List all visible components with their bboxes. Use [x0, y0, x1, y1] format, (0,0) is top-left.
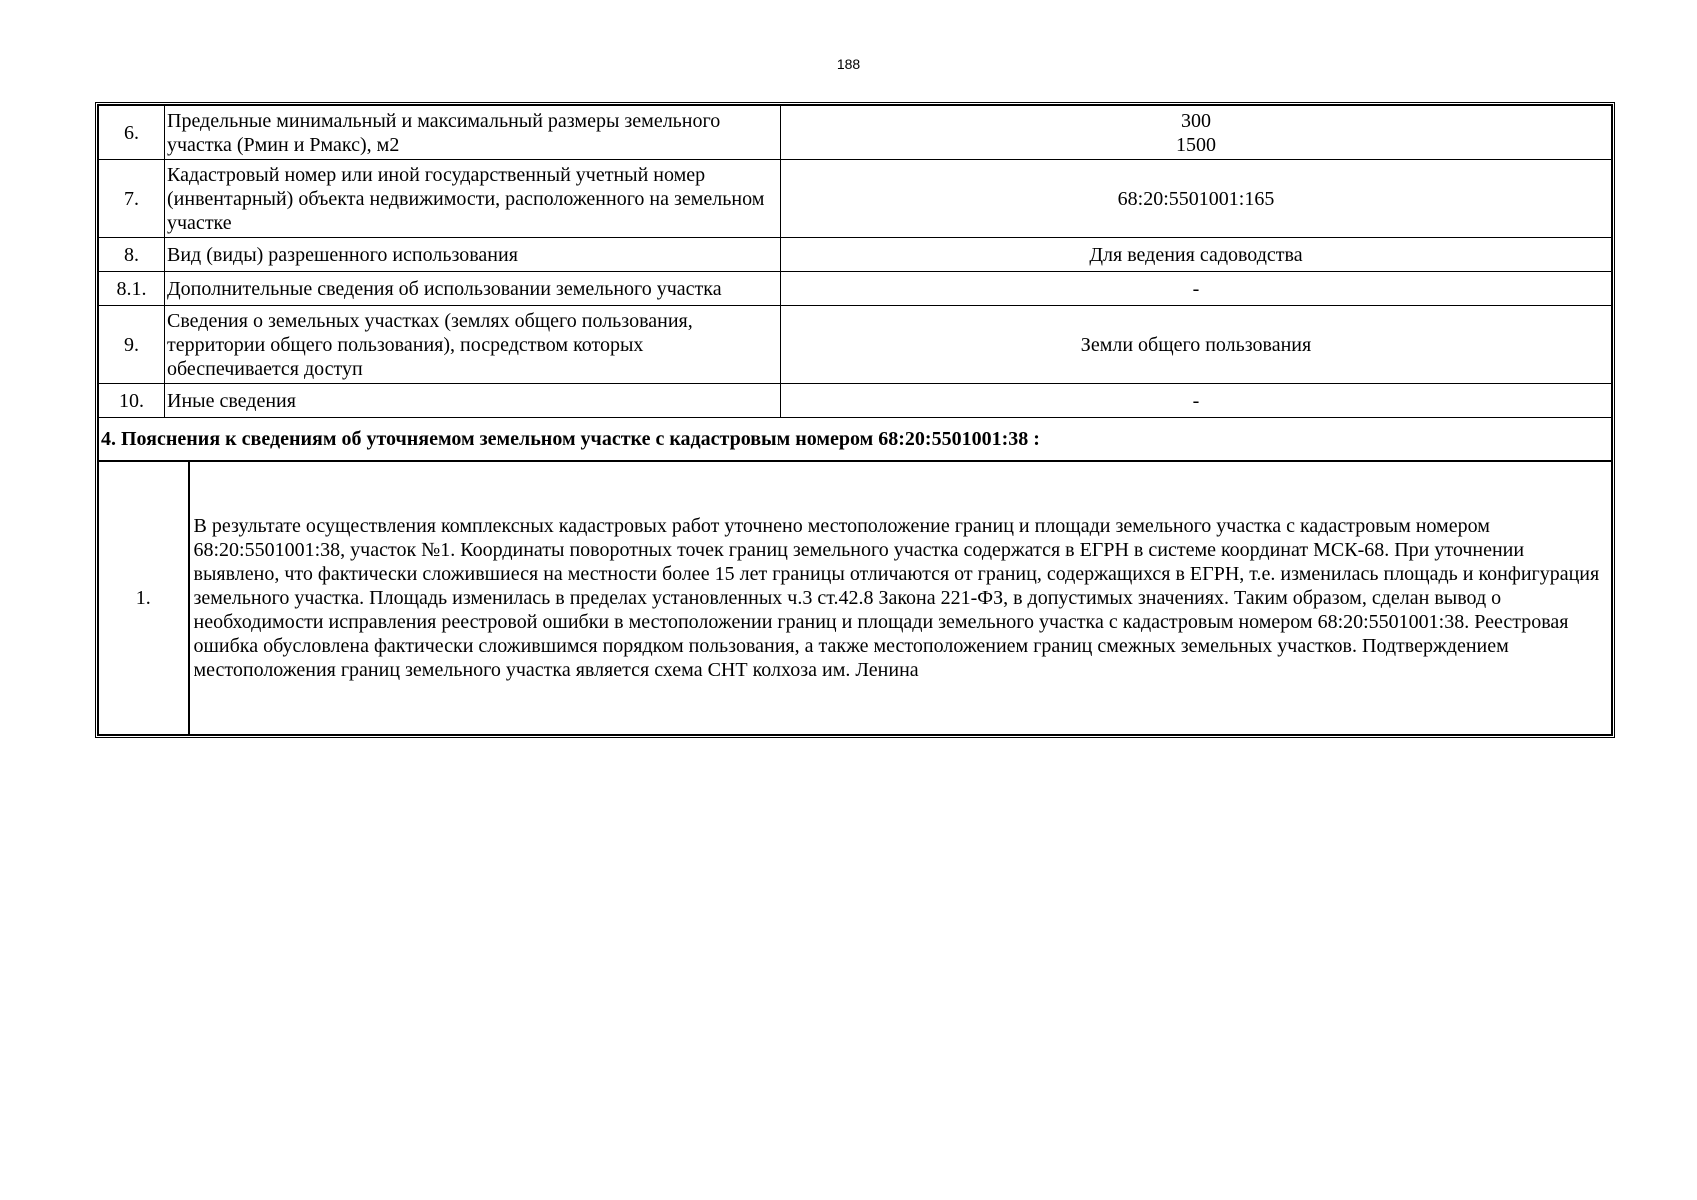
row-value: - — [781, 272, 1612, 306]
row-number: 8. — [99, 238, 165, 272]
explanations-table — [98, 461, 1612, 735]
table-row — [99, 106, 1612, 160]
explanation-text: В результате осуществления комплексных кадастровых работ уточнено местоположение границ и площади земельного участка с кадастровым номером 68:20:5501001:38, участок №1. Координаты поворотных точек границ земельного участка содержатся в ЕГРН в системе координат МСК-68. При уточнении выявлено, что фактически сложившиеся на местности более 15 лет границы отличаются от границ, содержащихся в ЕГРН, т.е. изменилась площадь и конфигурация земельного участка. Площадь изменилась в пределах установленных ч.3 ст.42.8 Закона 221-ФЗ, в допустимых значениях. Таким образом, сделан вывод о необходимости исправления реестровой ошибки в местоположении границ и площади земельного участка с кадастровым номером 68:20:5501001:38. Реестровая ошибка обусловлена фактически сложившимся порядком пользования, а также местоположением границ смежных земельных участков. Подтверждением местоположения границ земельного участка является схема СНТ колхоза им. Ленина — [189, 462, 1612, 735]
row-label: Вид (виды) разрешенного использования — [165, 238, 781, 272]
row-value: Земли общего пользования — [781, 306, 1612, 384]
row-number: 7. — [99, 160, 165, 238]
row-label: Предельные минимальный и максимальный размеры земельного участка (Рмин и Рмакс), м2 — [165, 106, 781, 160]
min-size-value: 300 — [1181, 109, 1211, 132]
table-row — [99, 160, 1612, 238]
page-number: 188 — [836, 56, 861, 72]
table-row — [99, 384, 1612, 418]
explanation-number: 1. — [99, 462, 189, 735]
section-title: 4. Пояснения к сведениям об уточняемом земельном участке с кадастровым номером 68:20:5501001:38 : — [99, 418, 1612, 461]
row-label: Сведения о земельных участках (землях общего пользования, территории общего пользования), посредством которых обеспечивается доступ — [165, 306, 781, 384]
table-row — [99, 238, 1612, 272]
table-row — [99, 272, 1612, 306]
details-table — [98, 105, 1612, 461]
row-number: 9. — [99, 306, 165, 384]
row-label: Дополнительные сведения об использовании земельного участка — [165, 272, 781, 306]
row-value: Для ведения садоводства — [781, 238, 1612, 272]
max-size-value: 1500 — [1176, 133, 1216, 156]
row-value: 68:20:5501001:165 — [781, 160, 1612, 238]
row-value: - — [781, 384, 1612, 418]
row-value — [781, 106, 1612, 160]
land-plot-table — [95, 102, 1615, 738]
row-label: Иные сведения — [165, 384, 781, 418]
table-row — [99, 462, 1612, 735]
table-row — [99, 306, 1612, 384]
section-header-row — [99, 418, 1612, 461]
row-number: 6. — [99, 106, 165, 160]
row-label: Кадастровый номер или иной государственный учетный номер (инвентарный) объекта недвижимости, расположенного на земельном участке — [165, 160, 781, 238]
row-number: 10. — [99, 384, 165, 418]
row-number: 8.1. — [99, 272, 165, 306]
